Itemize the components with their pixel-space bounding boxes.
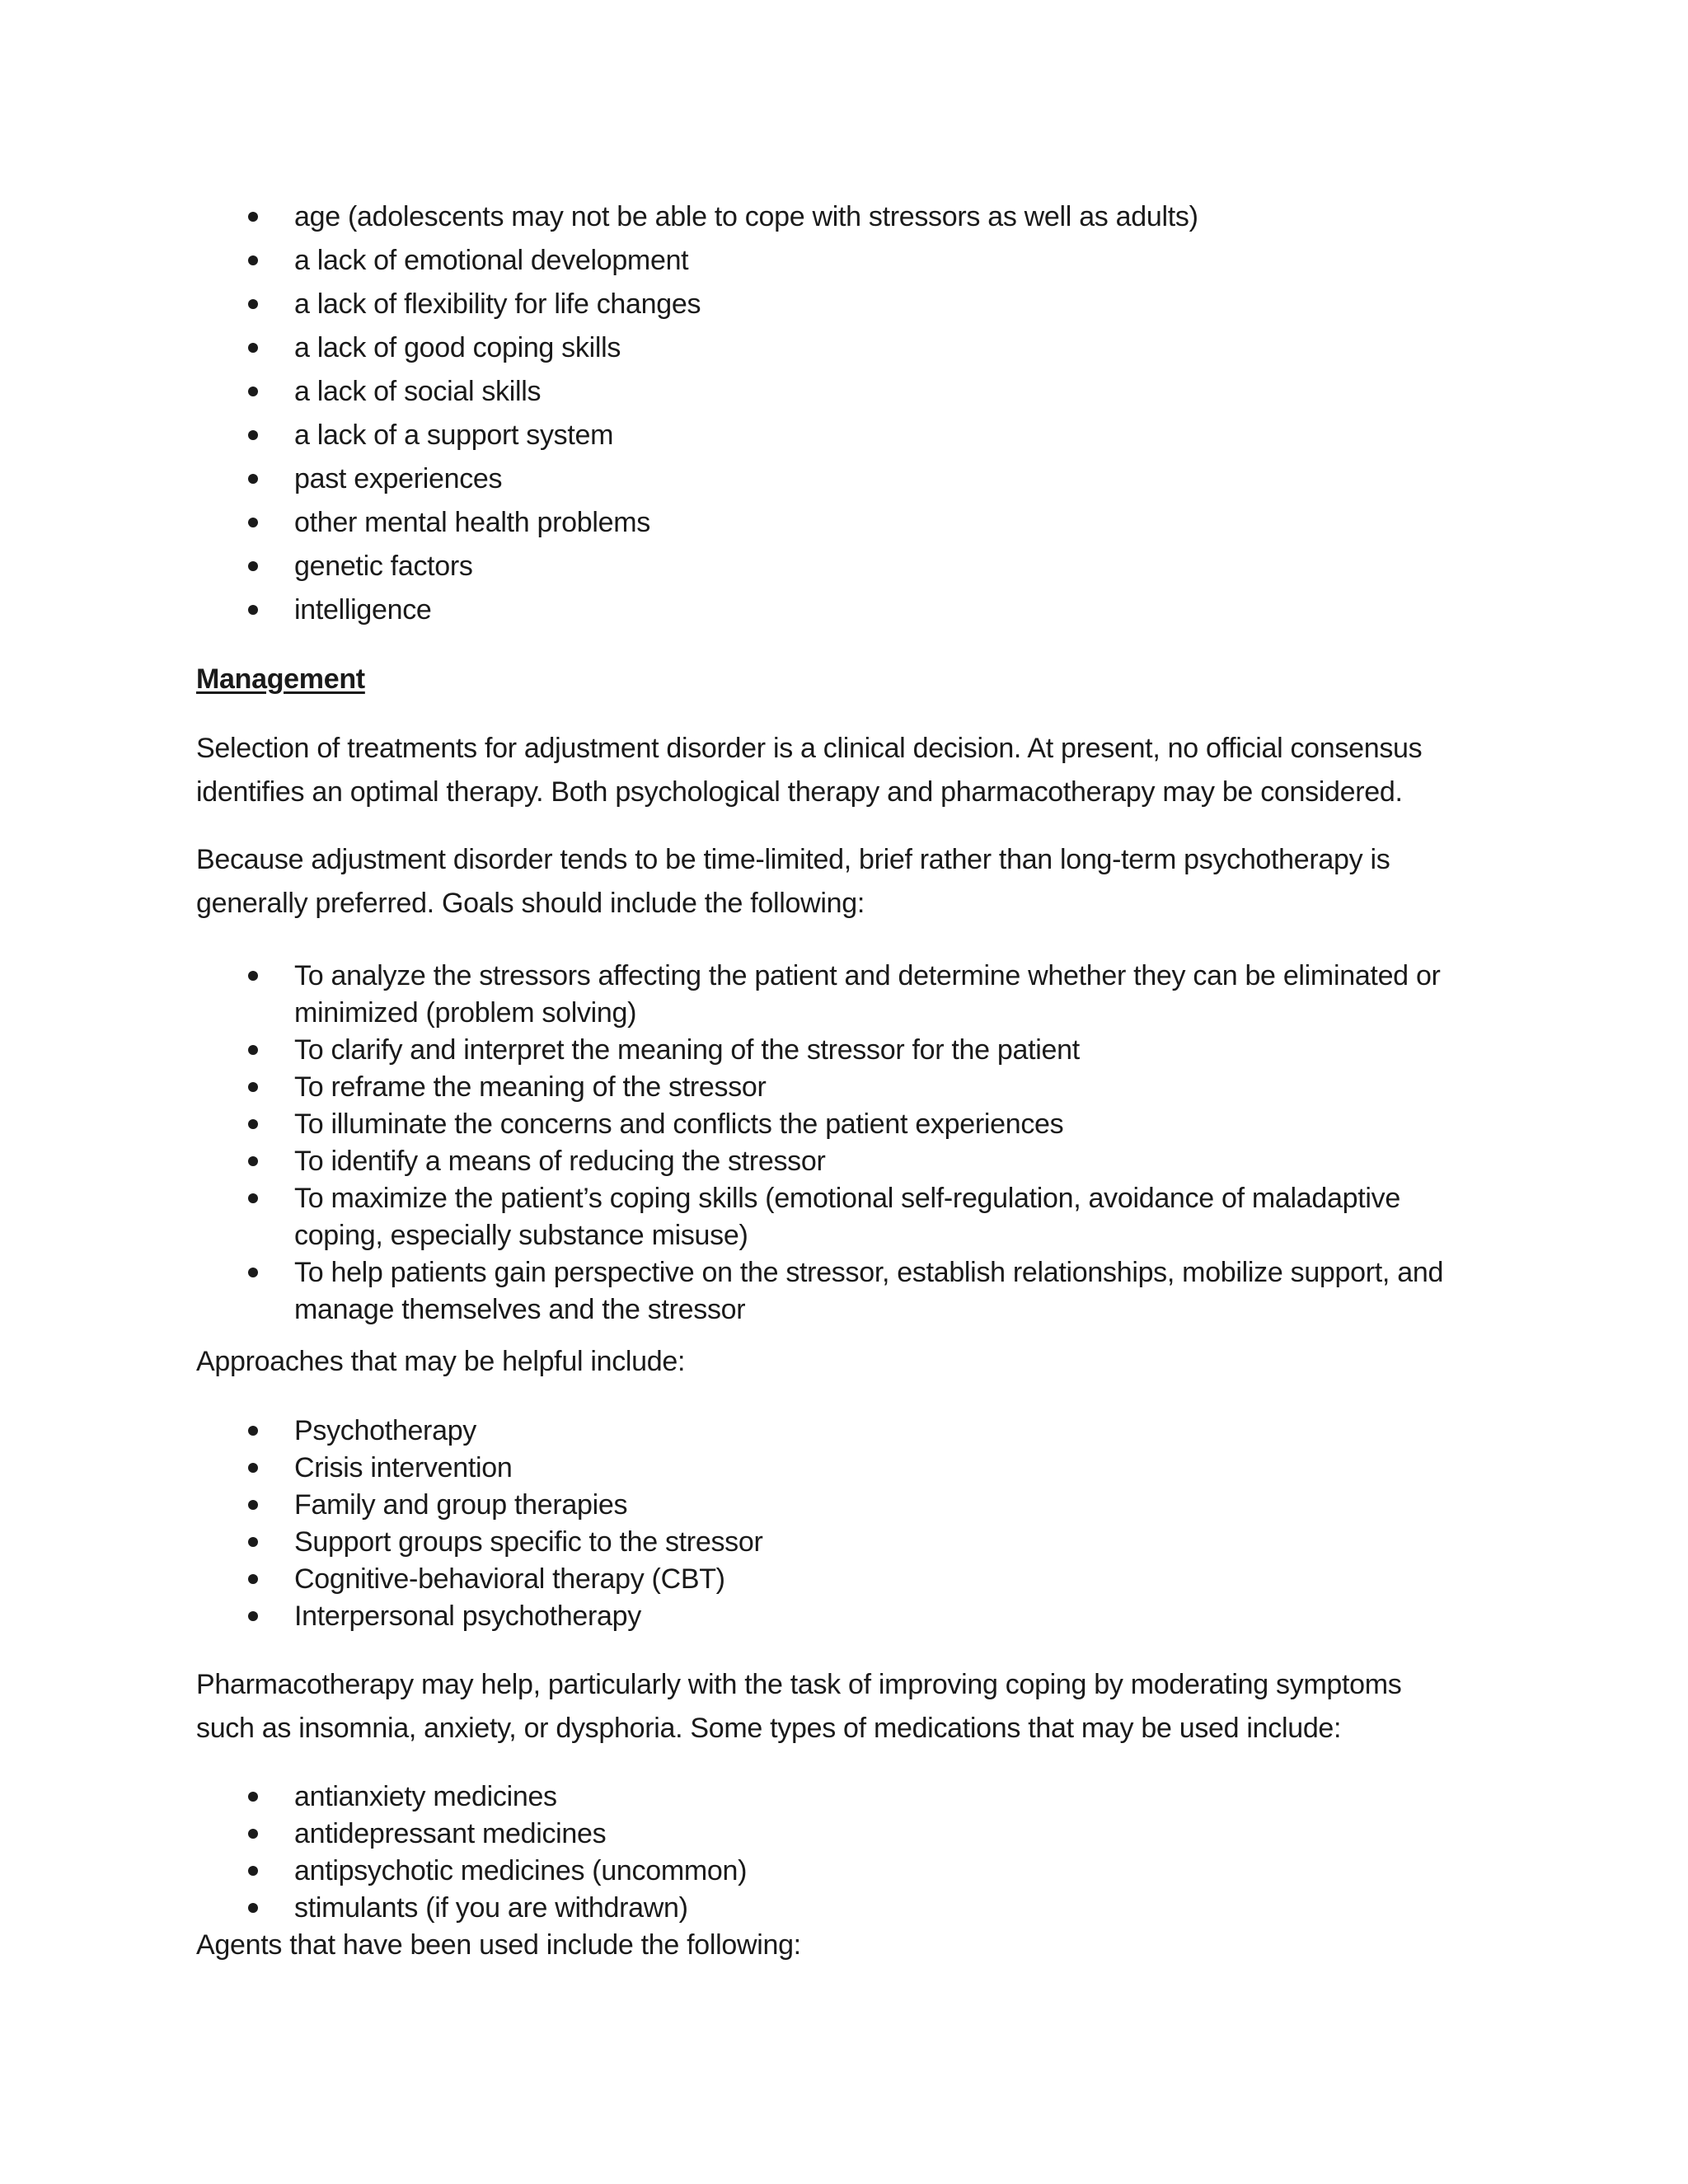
list-item: past experiences [294, 463, 503, 494]
bullet-icon [248, 1829, 258, 1839]
list-item: To reframe the meaning of the stressor [294, 1071, 767, 1103]
bullet-icon [248, 1500, 258, 1510]
list-item-continuation: manage themselves and the stressor [294, 1294, 746, 1325]
agents-intro: Agents that have been used include the following: [196, 1929, 801, 1961]
list-item: To clarify and interpret the meaning of the stressor for the patient [294, 1034, 1080, 1066]
bullet-icon [248, 212, 258, 222]
paragraph-line: Because adjustment disorder tends to be time-limited, brief rather than long-term psychotherapy is [196, 844, 1390, 875]
bullet-icon [248, 430, 258, 440]
list-item: Psychotherapy [294, 1415, 477, 1446]
bullet-icon [248, 518, 258, 527]
paragraph-line: Pharmacotherapy may help, particularly with the task of improving coping by moderating symptoms [196, 1669, 1402, 1700]
list-item: other mental health problems [294, 507, 650, 538]
bullet-icon [248, 1119, 258, 1129]
list-item: To identify a means of reducing the stressor [294, 1146, 826, 1177]
paragraph-line: identifies an optimal therapy. Both psychological therapy and pharmacotherapy may be considered. [196, 776, 1403, 808]
bullet-icon [248, 971, 258, 981]
section-heading: Management [196, 663, 365, 695]
bullet-icon [248, 1537, 258, 1547]
list-item: stimulants (if you are withdrawn) [294, 1892, 688, 1924]
list-item: a lack of emotional development [294, 245, 689, 276]
paragraph-line: such as insomnia, anxiety, or dysphoria. Some types of medications that may be used include: [196, 1713, 1342, 1744]
list-item: age (adolescents may not be able to cope with stressors as well as adults) [294, 201, 1198, 232]
bullet-icon [248, 1574, 258, 1584]
bullet-icon [248, 387, 258, 396]
bullet-icon [248, 1156, 258, 1166]
bullet-icon [248, 1792, 258, 1802]
paragraph-line: Selection of treatments for adjustment disorder is a clinical decision. At present, no official consensus [196, 733, 1423, 764]
bullet-icon [248, 1463, 258, 1473]
bullet-icon [248, 1193, 258, 1203]
list-item: a lack of good coping skills [294, 332, 621, 363]
list-item: To help patients gain perspective on the stressor, establish relationships, mobilize support, and [294, 1257, 1444, 1288]
bullet-icon [248, 1866, 258, 1876]
list-item: To analyze the stressors affecting the patient and determine whether they can be eliminated or [294, 960, 1441, 991]
bullet-icon [248, 1611, 258, 1621]
bullet-icon [248, 1903, 258, 1913]
list-item: To illuminate the concerns and conflicts the patient experiences [294, 1108, 1064, 1140]
bullet-icon [248, 1426, 258, 1436]
list-item: antianxiety medicines [294, 1781, 557, 1812]
list-item: Family and group therapies [294, 1489, 628, 1521]
bullet-icon [248, 474, 258, 484]
bullet-icon [248, 343, 258, 353]
list-item: antidepressant medicines [294, 1818, 607, 1849]
paragraph-line: generally preferred. Goals should include the following: [196, 888, 865, 919]
list-item: antipsychotic medicines (uncommon) [294, 1855, 748, 1886]
list-item: a lack of flexibility for life changes [294, 288, 701, 320]
bullet-icon [248, 1045, 258, 1055]
approaches-intro: Approaches that may be helpful include: [196, 1346, 686, 1377]
bullet-icon [248, 255, 258, 265]
list-item-continuation: coping, especially substance misuse) [294, 1220, 748, 1251]
list-item: Interpersonal psychotherapy [294, 1601, 641, 1632]
bullet-icon [248, 1082, 258, 1092]
list-item: Crisis intervention [294, 1452, 513, 1483]
bullet-icon [248, 605, 258, 615]
list-item-continuation: minimized (problem solving) [294, 997, 637, 1029]
list-item: To maximize the patient’s coping skills (emotional self-regulation, avoidance of maladaptive [294, 1183, 1400, 1214]
list-item: a lack of a support system [294, 419, 614, 451]
list-item: a lack of social skills [294, 376, 542, 407]
bullet-icon [248, 299, 258, 309]
bullet-icon [248, 561, 258, 571]
bullet-icon [248, 1268, 258, 1277]
list-item: genetic factors [294, 551, 473, 582]
list-item: intelligence [294, 594, 432, 626]
list-item: Support groups specific to the stressor [294, 1526, 763, 1558]
list-item: Cognitive-behavioral therapy (CBT) [294, 1563, 725, 1595]
